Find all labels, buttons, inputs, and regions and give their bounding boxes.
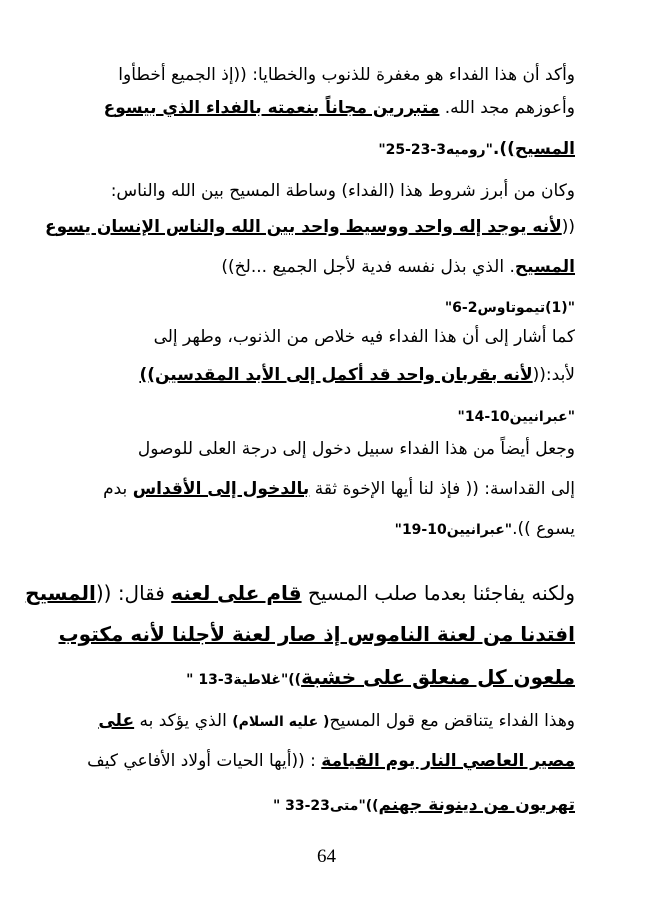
p1-line-3 [378,136,575,164]
p2-line-3-text: . الذي بذل نفسه فدية لأجل الجميع ...لخ)) [221,257,515,277]
p4-line-1-text: وجعل أيضاً من هذا الفداء سبيل دخول إلى درجة العلى للوصول [137,439,575,459]
p6-line-1-mid: الذي يؤكد به [134,711,233,731]
p1-quote-end: المسيح [514,139,575,159]
p1-line-1 [118,62,575,90]
p3-quote-underlined: لأنه بقربان واحد قد أكمل إلى الأبد المقدسين)) [139,365,533,385]
p5-line-3 [186,664,575,692]
p2-line-3 [221,254,575,282]
p6-reference: ))"متى23-33 " [272,798,379,814]
p6-line-2-text: : ((أيها الحيات أولاد الأفاعي كيف [87,751,322,771]
p3-line-1-text: كما أشار إلى أن هذا الفداء فيه خلاص من الذنوب، وطهر إلى [153,327,575,347]
p1-quote-close: )). [492,139,515,159]
p6-line-2 [87,748,575,776]
p5-reference: ))"غلاطية3-13 " [186,672,302,688]
p2-line-1 [111,178,575,206]
p1-quote-underlined: متبررين مجاناً بنعمته بالفداء الذي بيسوع [103,98,440,118]
p6-line-1-text: وهذا الفداء يتناقض مع قول المسيح [329,711,575,731]
p2-reference-line [445,294,575,322]
p1-line-2 [104,95,575,123]
p4-quote-underlined: بالدخول إلى الأقداس [132,479,310,499]
p1-line-1-text: وأكد أن هذا الفداء هو مغفرة للذنوب والخطايا: ((إذ الجميع أخطأوا [118,65,575,85]
p3-line-2-text: لأبد:(( [532,365,575,385]
p4-line-2-text: إلى القداسة: (( فإذ لنا أيها الإخوة ثقة [309,479,575,499]
p4-line-3-text: يسوع )). [512,519,575,539]
p4-reference: "عبرانيين10-19" [394,522,513,538]
p2-open: (( [561,217,575,237]
p3-reference-line [458,403,575,431]
p1-line-2-text: وأعوزهم مجد الله. [439,98,575,118]
page-number: 64 [317,846,336,867]
p1-reference: "روميه3-23-25" [378,142,493,158]
p2-line-1-text: وكان من أبرز شروط هذا (الفداء) وساطة المسيح بين الله والناس: [110,181,575,201]
p2-reference: "(1)تيموتاوس2-6" [444,300,575,316]
p4-line-1 [138,436,575,464]
p6-line-1 [98,708,575,736]
p5-quote-middle: افتدنا من لعنة الناموس إذ صار لعنة لأجلنا لأنه مكتوب [58,622,575,646]
p2-quote-end: المسيح [514,257,575,277]
p6-phrase-underlined: مصير العاصي النار يوم القيامة [321,751,575,771]
p4-line-2 [103,476,575,504]
p5-line-1-mid: فقال: (( [95,581,172,605]
p5-quote-start: المسيح [25,581,96,605]
p2-quote-underlined: لأنه يوجد إله واحد ووسيط واحد بين الله والناس الإنسان يسوع [44,217,562,237]
p5-line-1 [25,580,575,608]
p5-line-1-text: ولكنه يفاجئنا بعدما صلب المسيح [301,581,575,605]
p6-line-3 [273,792,575,820]
p6-quote-underlined: تهربون من دينونة جهنم [378,795,575,815]
p5-phrase-underlined: قام على لعنه [171,581,302,605]
p5-line-2 [59,621,575,649]
p3-line-1 [154,324,575,352]
p3-line-2 [139,362,575,390]
p5-quote-end: ملعون كل منعلق على خشبة [301,665,575,689]
p3-reference: "عبرانيين10-14" [457,409,575,425]
p6-honorific: ( عليه السلام) [232,714,330,730]
p4-line-2-end: بدم [103,479,133,499]
p2-line-2 [45,214,575,242]
p4-line-3 [395,516,575,544]
p6-quote-start: على [98,711,135,731]
